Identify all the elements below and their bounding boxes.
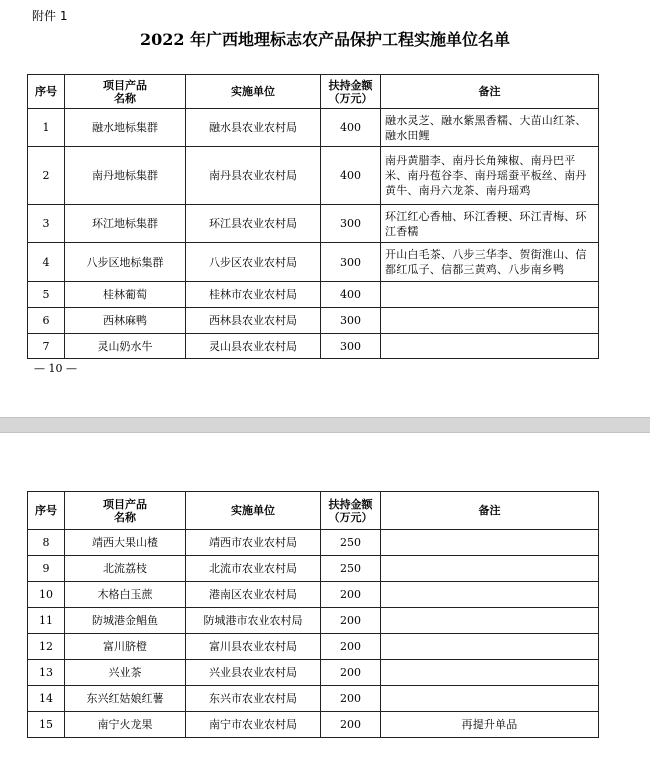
cell-amount: 200 [321,582,381,608]
cell-no: 4 [28,243,65,282]
header-product-line2: 名称 [114,91,136,105]
cell-unit: 北流市农业农村局 [186,556,321,582]
cell-note [381,608,599,634]
header-product-line1: 项目产品 [103,78,147,92]
table-row [28,660,599,686]
header-no: 序号 [28,492,65,530]
table-row [28,334,599,359]
header-product-line1: 项目产品 [103,497,147,511]
cell-no: 7 [28,334,65,359]
cell-note [381,530,599,556]
cell-unit: 富川县农业农村局 [186,634,321,660]
cell-note: 南丹黄腊李、南丹长角辣椒、南丹巴平米、南丹苞谷李、南丹瑶蚕平板丝、南丹黄牛、南丹六龙茶、南丹瑶鸡 [381,147,599,205]
cell-no: 11 [28,608,65,634]
table-row [28,530,599,556]
cell-no: 14 [28,686,65,712]
header-amount-line2: （万元） [328,91,373,105]
table-row [28,109,599,147]
header-product-line2: 名称 [114,510,136,524]
cell-amount: 300 [321,243,381,282]
cell-no: 10 [28,582,65,608]
cell-product: 南宁火龙果 [65,712,186,738]
cell-amount: 200 [321,712,381,738]
cell-amount: 300 [321,308,381,334]
page-separator [0,417,650,433]
header-note: 备注 [381,75,599,109]
cell-note [381,556,599,582]
cell-unit: 港南区农业农村局 [186,582,321,608]
cell-no: 6 [28,308,65,334]
header-unit: 实施单位 [186,75,321,109]
cell-amount: 250 [321,530,381,556]
cell-unit: 环江县农业农村局 [186,205,321,243]
cell-product: 东兴红姑娘红薯 [65,686,186,712]
cell-product: 西林麻鸭 [65,308,186,334]
cell-product: 八步区地标集群 [65,243,186,282]
table-header-row [28,75,599,109]
cell-no: 1 [28,109,65,147]
cell-unit: 融水县农业农村局 [186,109,321,147]
cell-no: 13 [28,660,65,686]
cell-note [381,634,599,660]
cell-no: 8 [28,530,65,556]
header-no: 序号 [28,75,65,109]
cell-unit: 兴业县农业农村局 [186,660,321,686]
cell-product: 南丹地标集群 [65,147,186,205]
cell-note: 再提升单品 [381,712,599,738]
cell-unit: 靖西市农业农村局 [186,530,321,556]
cell-unit: 桂林市农业农村局 [186,282,321,308]
table-row [28,147,599,205]
header-amount-line1: 扶持金额 [328,497,373,511]
cell-amount: 400 [321,109,381,147]
table-row [28,243,599,282]
table-row [28,308,599,334]
cell-unit: 西林县农业农村局 [186,308,321,334]
cell-amount: 200 [321,608,381,634]
cell-amount: 300 [321,205,381,243]
page-title: 2022 年广西地理标志农产品保护工程实施单位名单 [139,30,511,49]
implementation-units-table-page2 [27,491,599,738]
table-row [28,608,599,634]
cell-unit: 八步区农业农村局 [186,243,321,282]
cell-unit: 南宁市农业农村局 [186,712,321,738]
cell-note: 开山白毛茶、八步三华李、贺街淮山、信都红瓜子、信都三黄鸡、八步南乡鸭 [381,243,599,282]
cell-product: 靖西大果山楂 [65,530,186,556]
header-amount-line1: 扶持金额 [328,78,373,92]
cell-unit: 灵山县农业农村局 [186,334,321,359]
cell-product: 桂林葡萄 [65,282,186,308]
annex-label: 附件 1 [32,9,68,23]
header-product [65,492,186,530]
page-number: — 10 — [34,362,77,375]
cell-no: 3 [28,205,65,243]
header-product [65,75,186,109]
cell-unit: 防城港市农业农村局 [186,608,321,634]
cell-no: 12 [28,634,65,660]
cell-unit: 东兴市农业农村局 [186,686,321,712]
cell-note [381,660,599,686]
table-row [28,634,599,660]
table-row [28,686,599,712]
cell-amount: 200 [321,660,381,686]
cell-note: 融水灵芝、融水紫黑香糯、大苗山红茶、融水田鲤 [381,109,599,147]
cell-no: 5 [28,282,65,308]
header-unit: 实施单位 [186,492,321,530]
cell-no: 2 [28,147,65,205]
header-amount [321,75,381,109]
header-note: 备注 [381,492,599,530]
cell-amount: 250 [321,556,381,582]
cell-note [381,282,599,308]
cell-note [381,334,599,359]
cell-no: 9 [28,556,65,582]
table-row [28,582,599,608]
cell-product: 北流荔枝 [65,556,186,582]
cell-amount: 400 [321,282,381,308]
cell-note: 环江红心香柚、环江香粳、环江青梅、环江香糯 [381,205,599,243]
cell-amount: 200 [321,634,381,660]
cell-product: 灵山奶水牛 [65,334,186,359]
cell-note [381,308,599,334]
table-row [28,205,599,243]
cell-no: 15 [28,712,65,738]
cell-product: 兴业茶 [65,660,186,686]
cell-unit: 南丹县农业农村局 [186,147,321,205]
cell-note [381,686,599,712]
cell-product: 融水地标集群 [65,109,186,147]
implementation-units-table-page1 [27,74,599,359]
cell-product: 防城港金鲳鱼 [65,608,186,634]
cell-amount: 200 [321,686,381,712]
header-amount-line2: （万元） [328,510,373,524]
table-header-row [28,492,599,530]
header-amount [321,492,381,530]
cell-amount: 400 [321,147,381,205]
cell-product: 木格白玉蔗 [65,582,186,608]
table-row [28,282,599,308]
cell-product: 环江地标集群 [65,205,186,243]
cell-amount: 300 [321,334,381,359]
table-row [28,556,599,582]
cell-product: 富川脐橙 [65,634,186,660]
cell-note [381,582,599,608]
table-row [28,712,599,738]
